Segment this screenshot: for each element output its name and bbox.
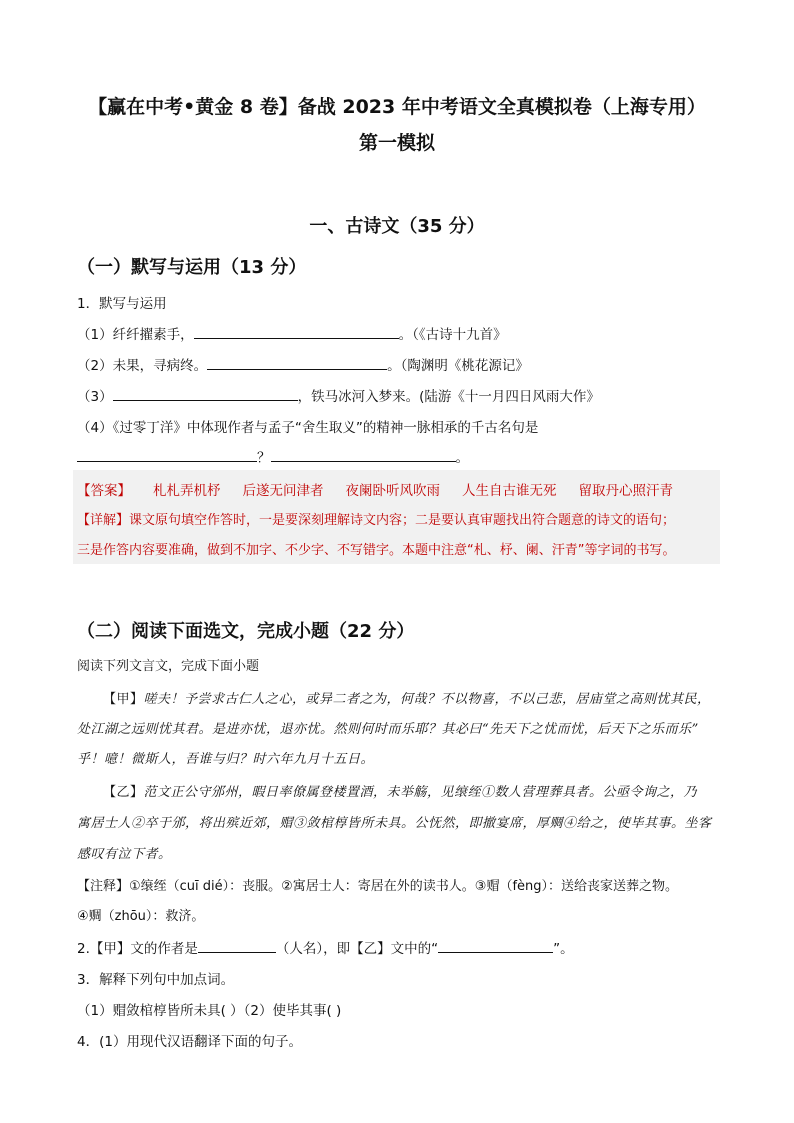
passage-yi-label: 【乙】 xyxy=(103,785,144,800)
annotation-line-2: ④赒（zhōu）：救济。 xyxy=(77,909,205,924)
question-3: 3．解释下列句中加点词。 xyxy=(77,972,235,988)
detail-label: 【详解】 xyxy=(77,513,130,528)
fill-blank[interactable] xyxy=(207,355,387,370)
passage-yi-line-2: 寓居士人②卒于邠，将出殡近郊，赗③敛棺椁皆所未具。公怃然，即撤宴席，厚赒④给之，使毕其事。坐客 xyxy=(77,816,712,831)
answer-label: 【答案】 xyxy=(77,483,131,499)
passage-jia-label: 【甲】 xyxy=(103,692,144,707)
passage-jia-line-2: 处江湖之远则忧其君。是进亦忧，退亦忧。然则何时而乐耶？其必曰“先天下之忧而忧，后天下之乐而乐” xyxy=(77,722,699,737)
q2-text-end: ”。 xyxy=(553,941,574,957)
detail-line-1 xyxy=(77,509,675,528)
fill-blank[interactable] xyxy=(113,386,298,401)
q1-item-3-text: （3） xyxy=(77,389,113,405)
q1-item-1-text: （1）纤纤擢素手， xyxy=(77,327,194,343)
passage-jia-line-1 xyxy=(77,688,727,707)
question-mark: ？ xyxy=(257,450,271,466)
fill-blank[interactable] xyxy=(194,324,399,339)
fill-blank[interactable] xyxy=(77,447,257,462)
fill-blank[interactable] xyxy=(271,447,456,462)
q1-item-2-source: 。（陶渊明《桃花源记》 xyxy=(387,358,529,374)
q1-item-4-blanks xyxy=(77,446,469,466)
passage-yi-line-3: 感叹有泣下者。 xyxy=(77,847,172,862)
question-4: 4．(1）用现代汉语翻译下面的句子。 xyxy=(77,1034,302,1050)
question-3-items: （1）赗敛棺椁皆所未具( ）（2）使毕其事( ) xyxy=(77,1003,342,1019)
passage-yi-line-1 xyxy=(77,781,727,800)
question-1-label: 1．默写与运用 xyxy=(77,296,167,312)
answer-item: 后遂无问津者 xyxy=(242,483,324,499)
passage-jia-line-3: 乎！噫！微斯人，吾谁与归？时六年九月十五日。 xyxy=(77,752,375,767)
passage-text: 嗟夫！予尝求古仁人之心，或异二者之为，何哉？不以物喜，不以己悲，居庙堂之高则忧其民， xyxy=(143,692,711,707)
answer-line xyxy=(77,479,673,499)
section-heading-poetry: 一、古诗文（35 分） xyxy=(309,216,485,237)
q1-item-2-text: （2）未果，寻病终。 xyxy=(77,358,208,374)
answer-item: 札札弄机杼 xyxy=(153,483,221,499)
part1-heading: （一）默写与运用（13 分） xyxy=(77,257,307,278)
question-2 xyxy=(77,937,574,957)
q1-item-1 xyxy=(77,323,507,343)
answer-item: 夜阑卧听风吹雨 xyxy=(345,483,440,499)
q2-text-mid: （人名），即【乙】文中的“ xyxy=(275,941,439,957)
detail-line-2: 三是作答内容要准确，做到不加字、不少字、不写错字。本题中注意“札、杼、阑、汗青”等字词的书写。 xyxy=(77,543,676,558)
part2-heading: （二）阅读下面选文，完成小题（22 分） xyxy=(77,621,415,642)
detail-text: 课文原句填空作答时，一是要深刻理解诗文内容；二是要认真审题找出符合题意的诗文的语句； xyxy=(129,513,676,528)
period: 。 xyxy=(455,450,469,466)
q1-item-3-source: ，铁马冰河入梦来。(陆游《十一月四日风雨大作》 xyxy=(297,389,600,405)
document-subtitle: 第一模拟 xyxy=(358,132,435,154)
annotation-line-1: 【注释】①缞绖（cuī dié）：丧服。②寓居士人：寄居在外的读书人。③赗（fèng）：送给丧家送葬之物。 xyxy=(77,879,679,894)
q1-item-1-source: 。（《古诗十九首》 xyxy=(398,327,507,343)
document-title: 【赢在中考•黄金 8 卷】备战 2023 年中考语文全真模拟卷（上海专用） xyxy=(88,96,706,118)
q1-item-4: （4）《过零丁洋》中体现作者与孟子“舍生取义”的精神一脉相承的千古名句是 xyxy=(77,420,539,436)
passage-text: 范文正公守邠州，暇日率僚属登楼置酒，未举觞，见缞绖①数人营理葬具者。公亟令询之，乃 xyxy=(143,785,698,800)
fill-blank[interactable] xyxy=(438,938,553,953)
q1-item-2 xyxy=(77,354,529,374)
reading-intro: 阅读下列文言文，完成下面小题 xyxy=(77,659,260,674)
q2-text: 2.【甲】文的作者是 xyxy=(77,941,198,957)
q1-item-3 xyxy=(77,385,600,405)
answer-item: 人生自古谁无死 xyxy=(462,483,557,499)
answer-item: 留取丹心照汗青 xyxy=(578,483,673,499)
fill-blank[interactable] xyxy=(198,938,276,953)
